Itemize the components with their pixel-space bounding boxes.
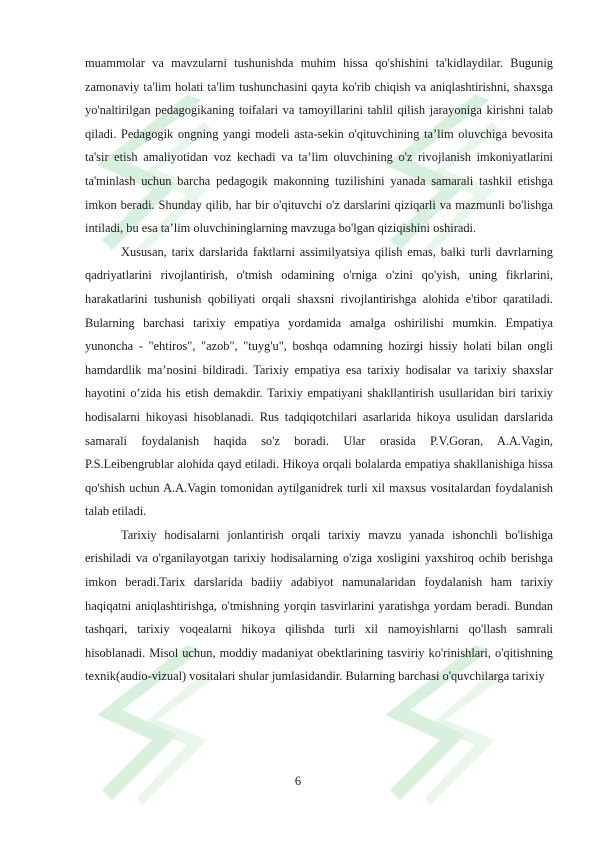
body-text — [85, 52, 553, 689]
page-number: 6 — [294, 774, 302, 788]
paragraph-2: Xususan, tarix darslarida faktlarni assimilyatsiya qilish emas, balki turli davrlarning qadriyatlarini rivojlantirish, o'tmish odamining o'rniga o'zini qo'yish, uning fikrlarini, harakatlarini tushunish qobiliyati orqali shaxsni rivojlantirishga alohida e'tibor qaratiladi. Bularning barchasi tarixiy empatiya yordamida amalga oshirilishi mumkin. Empatiya yunoncha - "ehtiros", "azob", "tuyg'u", boshqa odamning hozirgi hissiy holati bilan ongli hamdardlik ma’nosini bildiradi. Tarixiy empatiya esa tarixiy hodisalar va tarixiy shaxslar hayotini o’zida his etish demakdir. Tarixiy empatiyani shakllantirish usullaridan biri tarixiy hodisalarni hikoyasi hisoblanadi. Rus tadqiqotchilari asarlarida hikoya usulidan darslarida samarali foydalanish haqida so'z boradi. Ular orasida P.V.Goran, A.A.Vagin, P.S.Leibengrublar alohida qayd etiladi. Hikoya orqali bolalarda empatiya shakllanishiga hissa qo'shish uchun A.A.Vagin tomonidan aytilganidrek turli xil maxsus vositalardan foydalanish talab etiladi. — [85, 244, 553, 519]
paragraph-1: muammolar va mavzularni tushunishda muhim hissa qo'shishini ta'kidlaydilar. Bugunig zamonaviy ta'lim holati ta'lim tushunchasini qayta ko'rib chiqish va aniqlashtirishni, shaxsga yo'naltirilgan pedagogikaning toifalari va tamoyillarini tahlil qilish jarayoniga kirishni talab qiladi. Pedagogik ongning yangi modeli asta-sekin o'qituvchining ta’lim oluvchiga bevosita ta'sir etish amaliyotidan voz kechadi va ta’lim oluvchining o'z rivojlanish imkoniyatlarini ta'minlash uchun barcha pedagogik makonning tuzilishini yanada samarali tashkil etishga imkon beradi. Shunday qilib, har bir o'qituvchi o'z darslarini qiziqarli va mazmunli bo'lishga intiladi, bu esa ta’lim oluvchininglarning mavzuga bo'lgan qiziqishini oshiradi. — [85, 56, 553, 236]
paragraph-3: Tarixiy hodisalarni jonlantirish orqali tarixiy mavzu yanada ishonchli bo'lishiga erishiladi va o'rganilayotgan tarixiy hodisalarning o'ziga xosligini yaxshiroq ochib berishga imkon beradi.Tarix darslarida badiiy adabiyot namunalaridan foydalanish ham tarixiy haqiqatni aniqlashtirishga, o'tmishning yorqin tasvirlarini yaratishga yordam beradi. Bundan tashqari, tarixiy voqealarni hikoya qilishda turli xil namoyishlarni qo'llash samrali hisoblanadi. Misol uchun, moddiy madaniyat obektlarining tasviriy ko'rinishlari, o'qitishning texnik(audio-vizual) vositalari shular jumlasidandir. Bularning barchasi o'quvchilarga tarixiy — [85, 527, 553, 684]
